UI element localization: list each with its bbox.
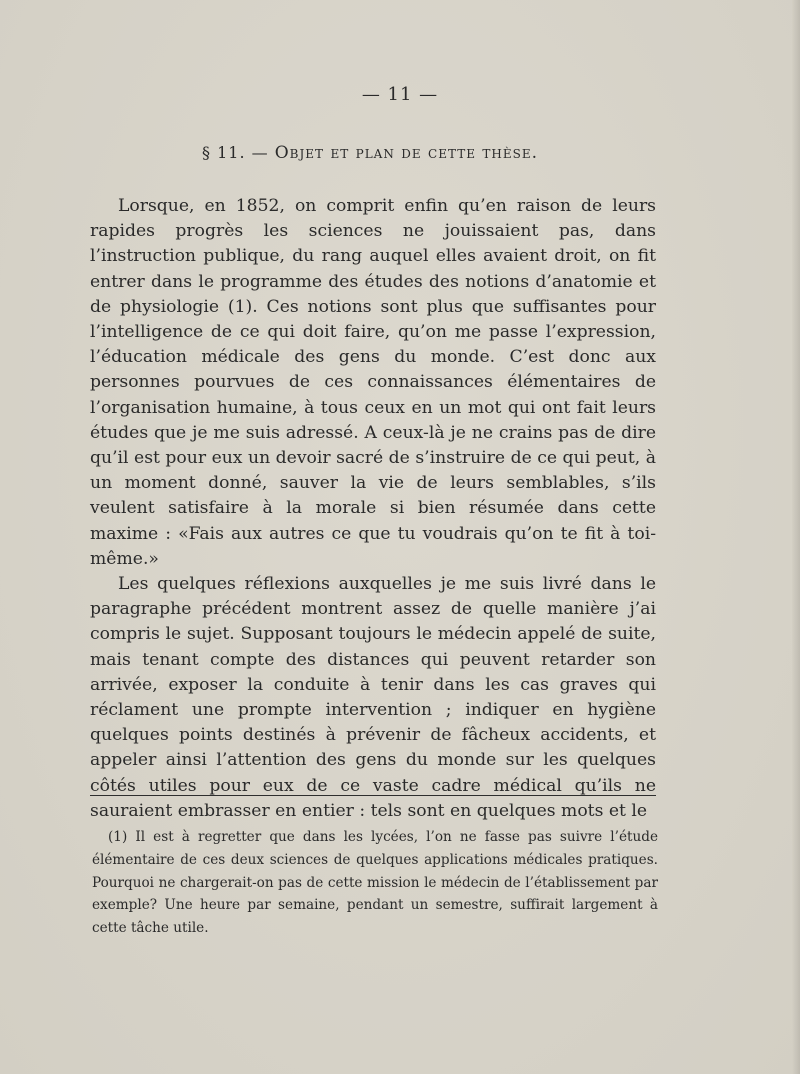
footnote: (1) Il est à regretter que dans les lycées, l’on ne fasse pas suivre l’étude élémentaire de ces deux sciences de quelques applications médicales pratiques. Pourquoi ne chargerait-on pas de cette mission le médecin de l’établissement par exemple? Une heure par semaine, pendant un semestre, suffirait largement à cette tâche utile. — [92, 829, 658, 937]
section-heading — [0, 143, 740, 163]
body-text — [90, 194, 656, 824]
page-number: — 11 — — [361, 84, 439, 105]
page-edge — [792, 0, 800, 1074]
section-number: § 11. — — [202, 143, 269, 162]
paragraph: Lorsque, en 1852, on comprit enfin qu’en raison de leurs rapides progrès les sciences ne jouissaient pas, dans l’instruction publique, du rang auquel elles avaient droit, on fit entrer dans le programme des études des notions d’anatomie et de physiologie (1). Ces notions sont plus que suffisantes pour l’intelligence de ce qui doit faire, qu’on me passe l’expression, l’éducation médicale des gens du monde. C’est donc aux personnes pourvues de ces connaissances élémentaires de l’organisation humaine, à tous ceux en un mot qui ont fait leurs études que je me suis adressé. A ceux-là je ne crains pas de dire qu’il est pour eux un devoir sacré de s’instruire de ce qui peut, à un moment donné, sauver la vie de leurs semblables, s’ils veulent satisfaire à la morale si bien résumée dans cette maxime : «Fais aux autres ce que tu voudrais qu’on te fit à toi-même.» — [90, 196, 656, 569]
paragraph: Les quelques réflexions auxquelles je me suis livré dans le paragraphe précédent montrent assez de quelle manière j’ai compris le sujet. Supposant toujours le médecin appelé de suite, mais tenant compte des distances qui peuvent retarder son arrivée, exposer la conduite à tenir dans les cas graves qui réclament une prompte intervention ; indiquer en hygiène quelques points destinés à prévenir de fâcheux accidents, et appeler ainsi l’attention des gens du monde sur les quelques côtés utiles pour eux de ce vaste cadre médical qu’ils ne sauraient embrasser en entier : tels sont en quelques mots et le — [90, 574, 656, 821]
section-title: Objet et plan de cette thèse. — [274, 143, 538, 163]
footnote-divider — [90, 795, 656, 796]
